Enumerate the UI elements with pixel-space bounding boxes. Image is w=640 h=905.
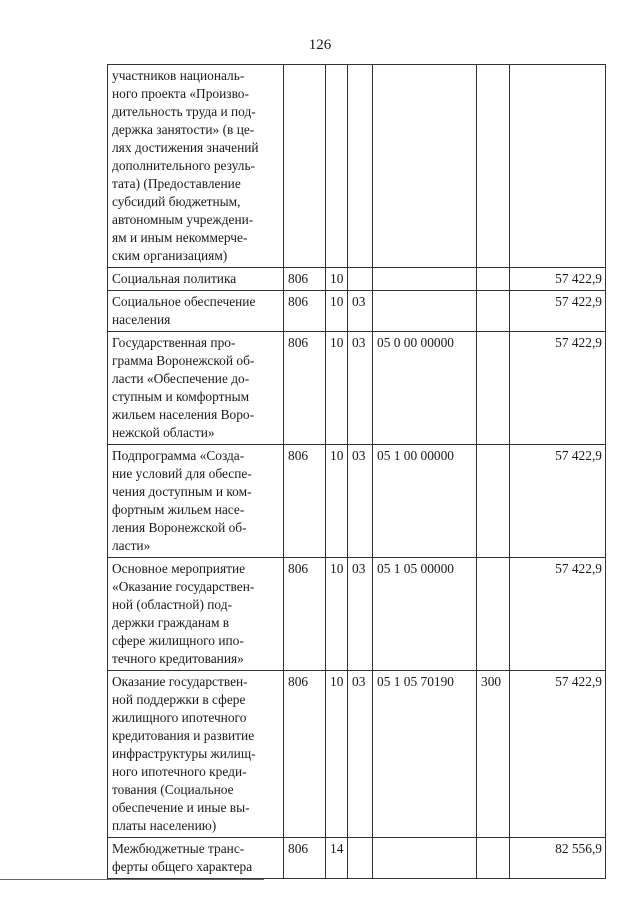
section-code [326,65,348,268]
amount-cell: 57 422,9 [510,291,606,332]
row-name: участников националь- ного проекта «Произво- дительность труда и под- держка занятости» (в це- лях достижения значений дополнительного резуль- тата) (Предоставление субсидий бюджетным, автономным учреждени- ям и иным некоммерче- ским организациям) [108,65,284,268]
section-code: 10 [326,558,348,671]
amount-cell [510,65,606,268]
amount-cell: 57 422,9 [510,558,606,671]
footer-divider [0,879,264,880]
row-name: Социальное обеспечение населения [108,291,284,332]
target-article-code: 05 1 05 70190 [373,671,477,838]
subsection-code [348,838,373,879]
page-number: 126 [308,37,332,53]
subsection-code: 03 [348,558,373,671]
amount-cell: 57 422,9 [510,268,606,291]
ministry-code: 806 [284,671,326,838]
ministry-code: 806 [284,445,326,558]
table-row [108,291,606,332]
section-code: 10 [326,671,348,838]
expense-type-code [477,558,510,671]
expense-type-code [477,445,510,558]
section-code: 10 [326,332,348,445]
expense-type-code [477,268,510,291]
expense-type-code [477,838,510,879]
expense-type-code [477,332,510,445]
row-name: Социальная политика [108,268,284,291]
ministry-code: 806 [284,558,326,671]
target-article-code [373,268,477,291]
ministry-code: 806 [284,291,326,332]
table-row [108,671,606,838]
target-article-code [373,838,477,879]
expense-type-code [477,65,510,268]
row-name: Основное мероприятие «Оказание государствен- ной (областной) под- держки гражданам в сфере жилищного ипо- течного кредитования» [108,558,284,671]
budget-table [107,64,606,879]
target-article-code: 05 1 00 00000 [373,445,477,558]
target-article-code [373,65,477,268]
ministry-code: 806 [284,332,326,445]
target-article-code [373,291,477,332]
ministry-code: 806 [284,838,326,879]
amount-cell: 57 422,9 [510,445,606,558]
subsection-code: 03 [348,671,373,838]
budget-table-body [108,65,606,879]
table-row [108,558,606,671]
target-article-code: 05 1 05 00000 [373,558,477,671]
row-name: Межбюджетные транс- ферты общего характера [108,838,284,879]
expense-type-code: 300 [477,671,510,838]
row-name: Государственная про- грамма Воронежской об- ласти «Обеспечение до- ступным и комфортным жильем населения Воро- нежской области» [108,332,284,445]
table-row [108,838,606,879]
table-row [108,332,606,445]
subsection-code [348,268,373,291]
amount-cell: 82 556,9 [510,838,606,879]
amount-cell: 57 422,9 [510,332,606,445]
table-row [108,268,606,291]
subsection-code: 03 [348,445,373,558]
section-code: 10 [326,445,348,558]
table-row [108,65,606,268]
row-name: Оказание государствен- ной поддержки в сфере жилищного ипотечного кредитования и развитие инфраструктуры жилищ- ного ипотечного креди- тования (Социальное обеспечение и иные вы- платы населению) [108,671,284,838]
subsection-code: 03 [348,332,373,445]
section-code: 10 [326,268,348,291]
subsection-code [348,65,373,268]
amount-cell: 57 422,9 [510,671,606,838]
table-row [108,445,606,558]
ministry-code [284,65,326,268]
expense-type-code [477,291,510,332]
row-name: Подпрограмма «Созда- ние условий для обеспе- чения доступным и ком- фортным жильем насе- ления Воронежской об- ласти» [108,445,284,558]
target-article-code: 05 0 00 00000 [373,332,477,445]
section-code: 14 [326,838,348,879]
section-code: 10 [326,291,348,332]
ministry-code: 806 [284,268,326,291]
subsection-code: 03 [348,291,373,332]
